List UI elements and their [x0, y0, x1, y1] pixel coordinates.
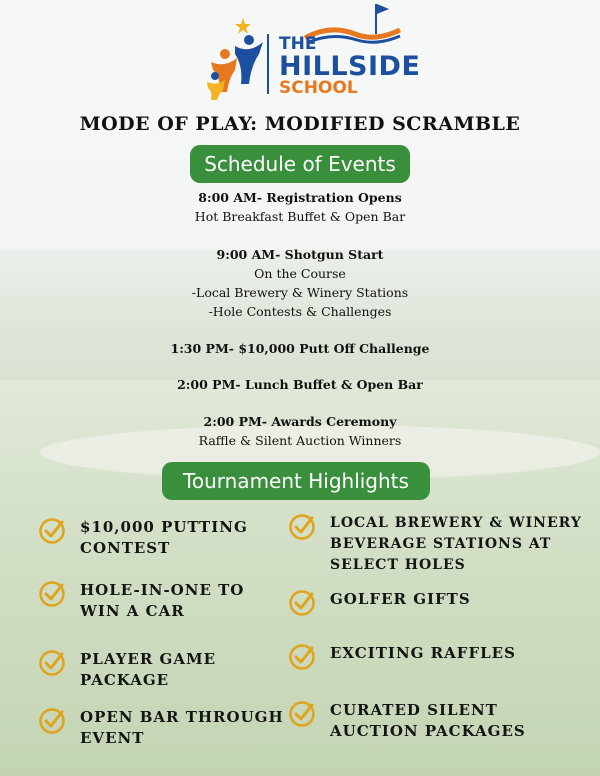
event-title: 1:30 PM- $10,000 Putt Off Challenge: [170, 341, 430, 356]
highlight-item: [38, 580, 244, 622]
checkmark-icon: [38, 517, 66, 545]
logo-hillside: HILLSIDE: [279, 51, 421, 82]
event-title: 8:00 AM- Registration Opens: [198, 190, 402, 205]
event-title: 9:00 AM- Shotgun Start: [216, 247, 384, 262]
event-detail: On the Course: [254, 266, 346, 281]
event-detail: Raffle & Silent Auction Winners: [198, 433, 402, 448]
mode-of-play-heading: MODE OF PLAY: MODIFIED SCRAMBLE: [79, 113, 521, 135]
highlights-heading: Tournament Highlights: [162, 462, 430, 500]
highlight-text: LOCAL BREWERY & WINERY BEVERAGE STATIONS AT SELECT HOLES: [330, 515, 582, 573]
event-detail: -Hole Contests & Challenges: [208, 304, 392, 319]
checkmark-icon: [38, 580, 66, 608]
event-detail: -Local Brewery & Winery Stations: [191, 285, 409, 300]
highlight-text: $10,000 PUTTING CONTEST: [80, 518, 248, 557]
event-item: [0, 375, 600, 394]
event-item: [0, 188, 600, 226]
checkmark-icon: [288, 700, 316, 728]
highlight-text: OPEN BAR THROUGH EVENT: [80, 708, 284, 747]
checkmark-icon: [38, 649, 66, 677]
checkmark-icon: [288, 589, 316, 617]
highlight-item: [288, 643, 516, 671]
highlight-text: HOLE-IN-ONE TO WIN A CAR: [80, 581, 245, 620]
event-detail: Hot Breakfast Buffet & Open Bar: [194, 209, 406, 224]
logo-school: SCHOOL: [279, 78, 358, 98]
checkmark-icon: [288, 513, 316, 541]
checkmark-icon: [288, 643, 316, 671]
highlight-item: [288, 589, 471, 617]
highlight-text: PLAYER GAME PACKAGE: [80, 650, 217, 689]
event-item: [0, 339, 600, 358]
checkmark-icon: [38, 707, 66, 735]
highlight-text: EXCITING RAFFLES: [330, 644, 516, 662]
highlight-item: [38, 649, 216, 691]
event-title: 2:00 PM- Awards Ceremony: [203, 414, 397, 429]
school-logo: [205, 14, 421, 104]
event-item: [0, 412, 600, 450]
highlight-text: CURATED SILENT AUCTION PACKAGES: [330, 701, 526, 740]
highlight-item: [38, 707, 284, 749]
highlight-text: GOLFER GIFTS: [330, 590, 471, 608]
figures-icon: [205, 14, 275, 104]
logo-the: THE: [279, 34, 317, 54]
highlight-item: [38, 517, 248, 559]
highlight-item: [288, 700, 526, 742]
highlight-item: [288, 513, 582, 576]
schedule-heading: Schedule of Events: [190, 145, 410, 183]
event-item: [0, 245, 600, 321]
event-title: 2:00 PM- Lunch Buffet & Open Bar: [177, 377, 423, 392]
